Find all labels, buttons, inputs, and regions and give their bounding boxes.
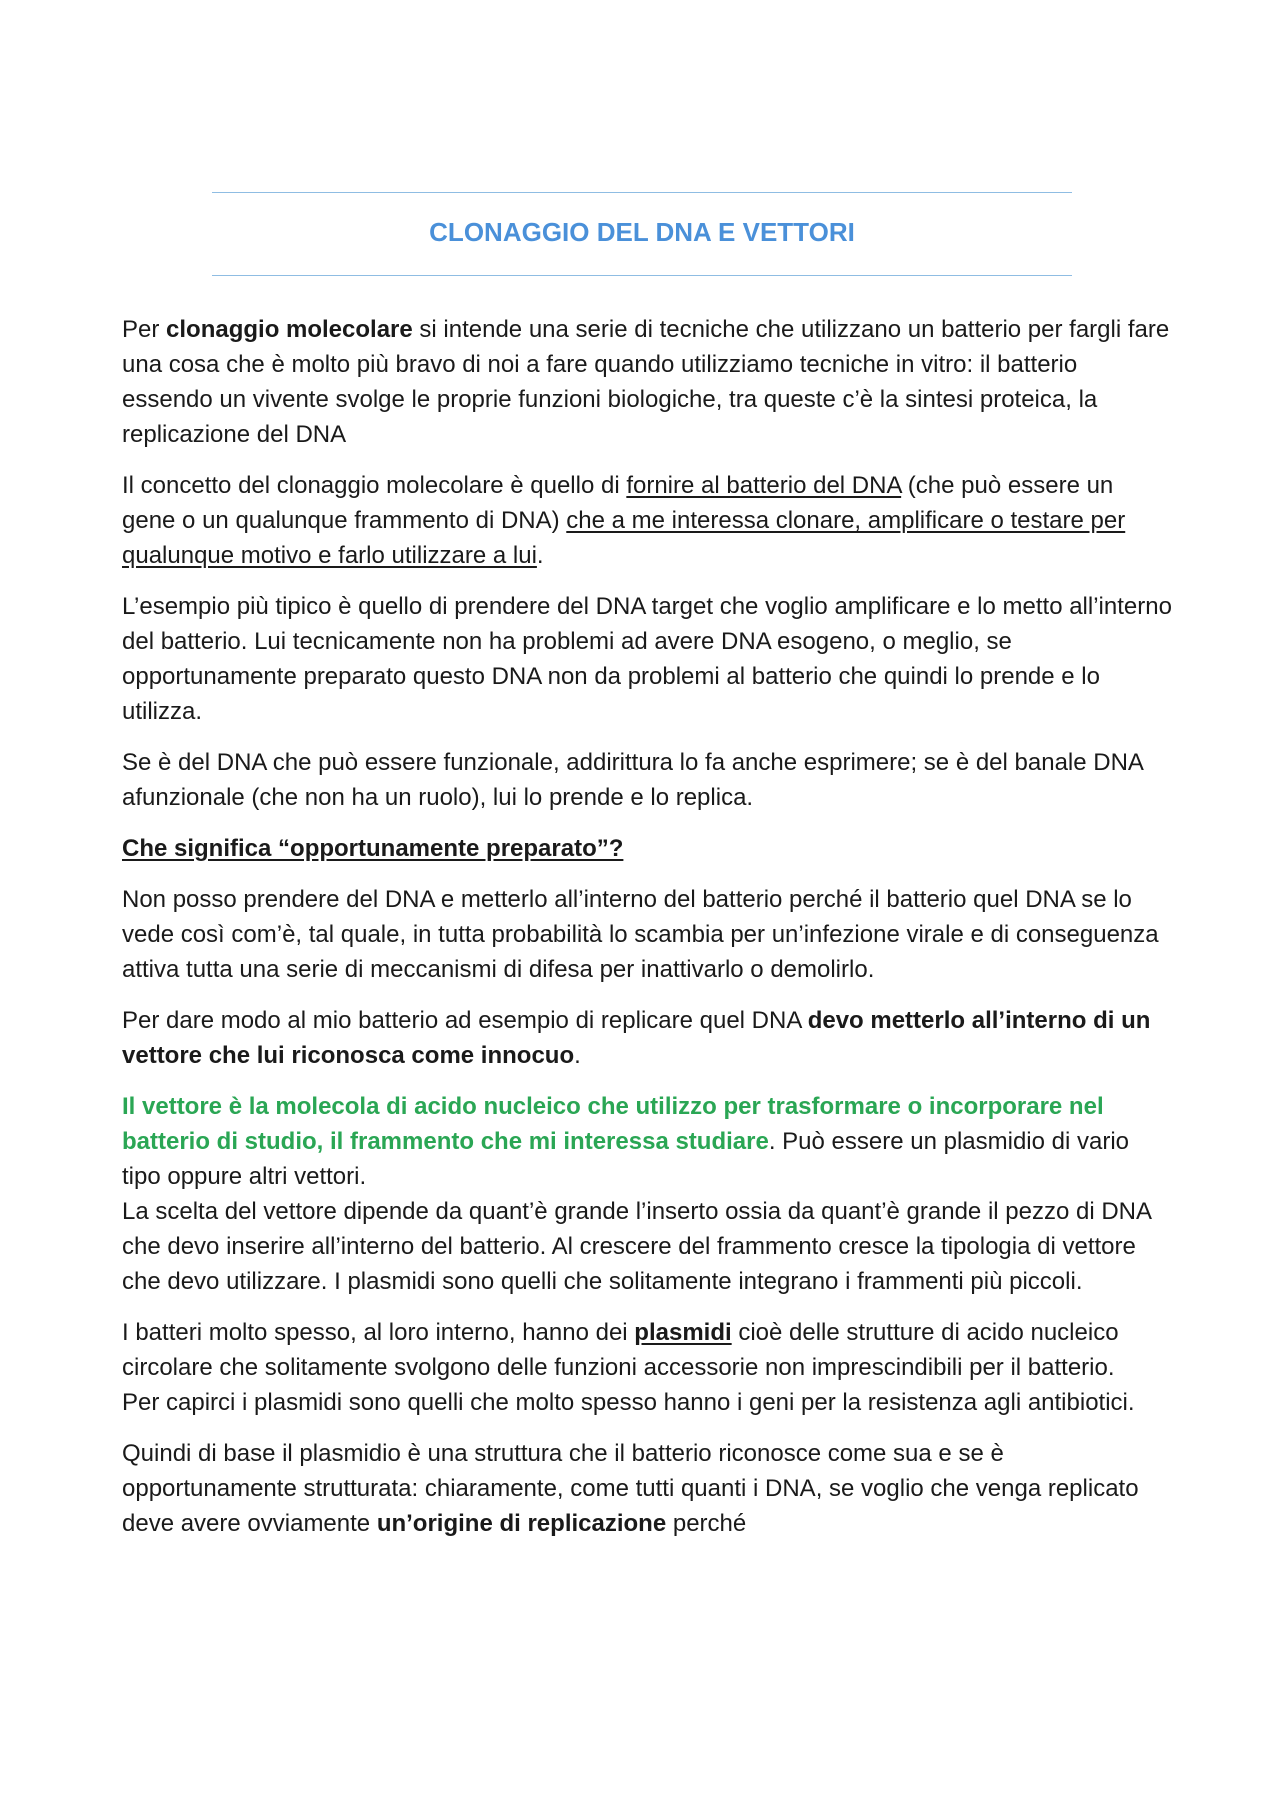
paragraph-concept: Il concetto del clonaggio molecolare è quello di fornire al batterio del DNA (che può essere un gene o un qualunque frammento di DNA) che a me interessa clonare, amplificare o testare per qualunque motivo e farlo utilizzare a lui.	[122, 472, 1126, 569]
section-question: Che significa “opportunamente preparato”?	[122, 835, 624, 862]
paragraph-origin: Quindi di base il plasmidio è una struttura che il batterio riconosce come sua e se è opportunamente strutturata: chiaramente, come tutti quanti i DNA, se voglio che venga replicato deve avere ovviamente un’origine di replicazione perché	[122, 1440, 1139, 1537]
paragraph-intro: Per clonaggio molecolare si intende una serie di tecniche che utilizzano un batterio per fargli fare una cosa che è molto più bravo di noi a fare quando utilizziamo tecniche in vitro: il batterio essendo un vivente svolge le proprie funzioni biologiche, tra queste c’è la sintesi proteica, la replicazione del DNA	[122, 316, 1170, 448]
paragraph-vector-need: Per dare modo al mio batterio ad esempio di replicare quel DNA devo metterlo all’interno di un vettore che lui riconosca come innocuo.	[122, 1007, 1151, 1069]
paragraph-vector-definition: Il vettore è la molecola di acido nucleico che utilizzo per trasformare o incorporare nel batterio di studio, il frammento che mi interessa studiare. Può essere un plasmidio di vario tipo oppure altri vettori.	[122, 1093, 1130, 1190]
title-rule-bottom	[212, 275, 1072, 276]
paragraph-functional: Se è del DNA che può essere funzionale, addirittura lo fa anche esprimere; se è del banale DNA afunzionale (che non ha un ruolo), lui lo prende e lo replica.	[122, 749, 1143, 811]
document-body	[122, 312, 1172, 1557]
vector-definition-highlight: Il vettore è la molecola di acido nucleico che utilizzo per trasformare o incorporare nel batterio di studio, il frammento che mi interessa studiare	[122, 1093, 1104, 1155]
paragraph-defense: Non posso prendere del DNA e metterlo all’interno del batterio perché il batterio quel DNA se lo vede così com’è, tal quale, in tutta probabilità lo scambia per un’infezione virale e di conseguenza attiva tutta una serie di meccanismi di difesa per inattivarlo o demolirlo.	[122, 886, 1159, 983]
page-title: CLONAGGIO DEL DNA E VETTORI	[429, 217, 855, 247]
paragraph-plasmids: I batteri molto spesso, al loro interno, hanno dei plasmidi cioè delle strutture di acido nucleico circolare che solitamente svolgono delle funzioni accessorie non imprescindibili per il batterio.	[122, 1319, 1119, 1381]
paragraph-vector-choice: La scelta del vettore dipende da quant’è grande l’inserto ossia da quant’è grande il pezzo di DNA che devo inserire all’interno del batterio. Al crescere del frammento cresce la tipologia di vettore che devo utilizzare. I plasmidi sono quelli che solitamente integrano i frammenti più piccoli.	[122, 1198, 1151, 1295]
paragraph-antibiotics: Per capirci i plasmidi sono quelli che molto spesso hanno i geni per la resistenza agli antibiotici.	[122, 1389, 1135, 1416]
paragraph-example: L’esempio più tipico è quello di prendere del DNA target che voglio amplificare e lo metto all’interno del batterio. Lui tecnicamente non ha problemi ad avere DNA esogeno, o meglio, se opportunamente preparato questo DNA non da problemi al batterio che quindi lo prende e lo utilizza.	[122, 593, 1172, 725]
title-rule-top	[212, 192, 1072, 193]
